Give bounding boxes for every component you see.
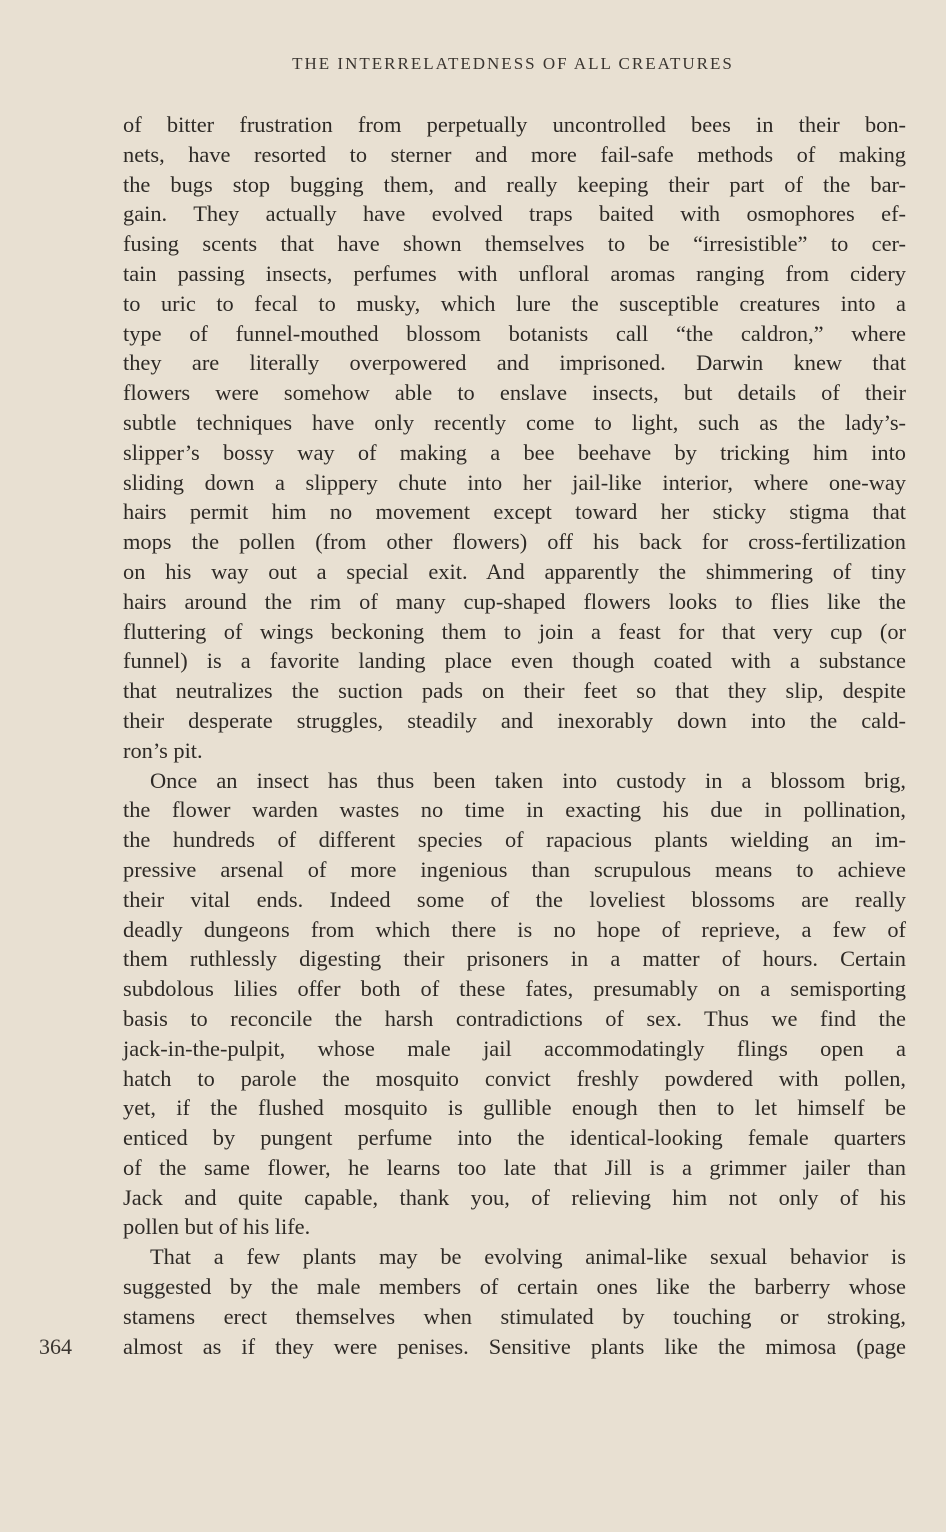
text-line: subdolous lilies offer both of these fates, presumably on a semisporting [123,976,906,1002]
text-line: basis to reconcile the harsh contradictions of sex. Thus we find the [123,1005,906,1031]
text-line: hairs around the rim of many cup-shaped flowers looks to flies like the [123,588,906,614]
text-line: their desperate struggles, steadily and inexorably down into the cald- [123,707,906,733]
text-line: hatch to parole the mosquito convict freshly powdered with pollen, [123,1065,906,1091]
text-line: sliding down a slippery chute into her jail-like interior, where one-way [123,469,906,495]
text-line: subtle techniques have only recently come to light, such as the lady’s- [123,409,906,435]
text-line: stamens erect themselves when stimulated by touching or stroking, [123,1303,906,1329]
text-line: their vital ends. Indeed some of the loveliest blossoms are really [123,886,906,912]
text-line: ron’s pit. [123,737,203,763]
text-line: to uric to fecal to musky, which lure the susceptible creatures into a [123,290,906,316]
paragraph [123,1242,906,1361]
text-line: nets, have resorted to sterner and more fail-safe methods of making [123,141,906,167]
page-number: 364 [39,1334,72,1359]
text-line: deadly dungeons from which there is no hope of reprieve, a few of [123,916,906,942]
paragraph [123,110,906,766]
text-line: yet, if the flushed mosquito is gullible enough then to let himself be [123,1095,906,1121]
text-line: pollen but of his life. [123,1214,311,1240]
text-line: almost as if they were penises. Sensitive plants like the mimosa (page [123,1333,906,1359]
text-line: they are literally overpowered and imprisoned. Darwin knew that [123,350,906,376]
text-line: on his way out a special exit. And apparently the shimmering of tiny [123,558,906,584]
running-head: THE INTERRELATEDNESS OF ALL CREATURES [292,54,734,73]
text-line: that neutralizes the suction pads on their feet so that they slip, despite [123,678,906,704]
text-line: the flower warden wastes no time in exacting his due in pollination, [123,797,906,823]
text-line: the bugs stop bugging them, and really keeping their part of the bar- [123,171,906,197]
text-line: That a few plants may be evolving animal-like sexual behavior is [150,1244,906,1270]
text-line: funnel) is a favorite landing place even though coated with a substance [123,648,906,674]
body-text [123,110,906,1361]
text-line: fluttering of wings beckoning them to join a feast for that very cup (or [123,618,906,644]
text-line: slipper’s bossy way of making a bee beehave by tricking him into [123,439,906,465]
text-line: tain passing insects, perfumes with unfloral aromas ranging from cidery [123,260,906,286]
text-line: hairs permit him no movement except toward her sticky stigma that [123,499,906,525]
text-line: of the same flower, he learns too late that Jill is a grimmer jailer than [123,1154,906,1180]
text-line: of bitter frustration from perpetually uncontrolled bees in their bon- [123,112,906,137]
text-line: type of funnel-mouthed blossom botanists call “the caldron,” where [123,320,906,346]
text-line: flowers were somehow able to enslave insects, but details of their [123,380,906,406]
text-line: suggested by the male members of certain ones like the barberry whose [123,1274,906,1300]
paragraph [123,766,906,1243]
text-line: Jack and quite capable, thank you, of relieving him not only of his [123,1184,906,1210]
text-line: the hundreds of different species of rapacious plants wielding an im- [123,827,906,853]
text-line: mops the pollen (from other flowers) off his back for cross-fertilization [123,529,906,555]
text-line: jack-in-the-pulpit, whose male jail accommodatingly flings open a [123,1035,906,1061]
text-line: pressive arsenal of more ingenious than scrupulous means to achieve [123,856,906,882]
text-line: them ruthlessly digesting their prisoners in a matter of hours. Certain [123,946,906,972]
text-line: gain. They actually have evolved traps baited with osmophores ef- [123,201,906,227]
text-line: enticed by pungent perfume into the identical-looking female quarters [123,1125,906,1151]
text-line: Once an insect has thus been taken into custody in a blossom brig, [150,767,906,793]
text-line: fusing scents that have shown themselves to be “irresistible” to cer- [123,231,906,257]
